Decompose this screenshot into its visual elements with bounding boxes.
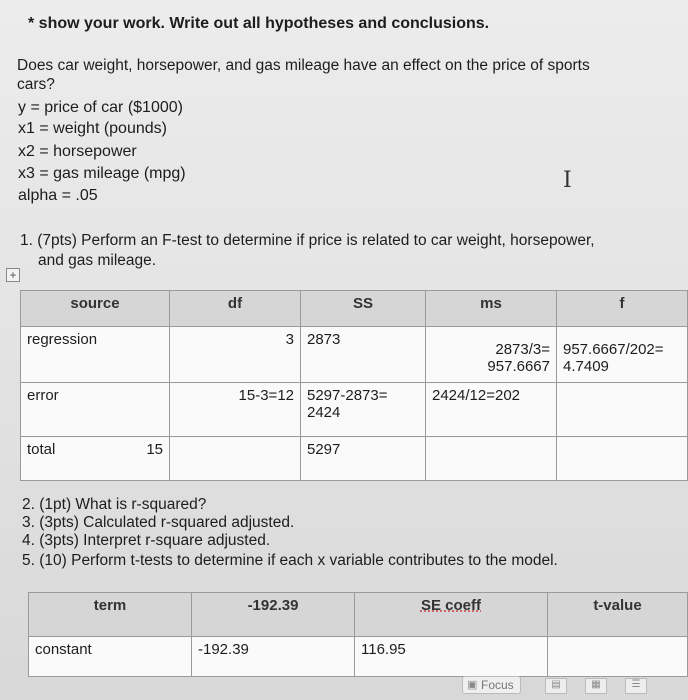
cell-t[interactable] xyxy=(548,637,688,677)
header-source: source xyxy=(21,291,170,327)
alpha-value: alpha = .05 xyxy=(18,187,98,204)
q4-text: 4. (3pts) Interpret r-square adjusted. xyxy=(22,532,271,549)
header-term: term xyxy=(29,593,192,637)
header-df: df xyxy=(170,291,301,327)
web-layout-icon[interactable]: ☰ xyxy=(625,678,647,694)
cell-f[interactable] xyxy=(557,383,688,437)
variable-x3: x3 = gas mileage (mpg) xyxy=(18,165,186,182)
anova-row-regression xyxy=(21,327,688,383)
coef-header-row xyxy=(29,593,688,637)
cell-f[interactable] xyxy=(557,327,688,383)
cell-se[interactable]: 116.95 xyxy=(355,637,548,677)
q2-text: 2. (1pt) What is r-squared? xyxy=(22,496,207,513)
cell-df[interactable]: 15-3=12 xyxy=(170,383,301,437)
variable-x2: x2 = horsepower xyxy=(18,143,137,160)
cell-ss[interactable]: 5297 xyxy=(301,437,426,481)
header-se-coeff: SE coeff xyxy=(355,593,548,637)
anova-row-total xyxy=(21,437,688,481)
question-text-line1: Does car weight, horsepower, and gas mileage have an effect on the price of sports xyxy=(17,57,590,74)
total-label: total xyxy=(27,441,56,458)
cell-source[interactable]: regression xyxy=(21,327,170,383)
header-t-value: t-value xyxy=(548,593,688,637)
cell-coef[interactable]: -192.39 xyxy=(192,637,355,677)
cell-ms[interactable] xyxy=(426,327,557,383)
coefficients-table xyxy=(28,592,688,677)
total-df: 15 xyxy=(146,441,163,458)
print-layout-icon[interactable]: ▦ xyxy=(585,678,607,694)
header-ss: SS xyxy=(301,291,426,327)
q5-text: 5. (10) Perform t-tests to determine if each x variable contributes to the model. xyxy=(22,552,558,569)
cell-term[interactable]: constant xyxy=(29,637,192,677)
read-mode-icon[interactable]: ▤ xyxy=(545,678,567,694)
cell-ms[interactable] xyxy=(426,437,557,481)
cell-source[interactable]: error xyxy=(21,383,170,437)
anova-table xyxy=(20,290,688,481)
coef-row-constant xyxy=(29,637,688,677)
ms-line1: 2873/3= xyxy=(495,341,550,358)
cell-df[interactable]: 3 xyxy=(170,327,301,383)
cell-f[interactable] xyxy=(557,437,688,481)
f-line2: 4.7409 xyxy=(563,358,609,375)
q3-text: 3. (3pts) Calculated r-squared adjusted. xyxy=(22,514,295,531)
cell-source[interactable] xyxy=(21,437,170,481)
header-f: f xyxy=(557,291,688,327)
anova-row-error xyxy=(21,383,688,437)
ms-line2: 957.6667 xyxy=(487,358,550,375)
cell-ss[interactable] xyxy=(301,383,426,437)
focus-mode-button[interactable]: ▣ Focus xyxy=(462,676,521,694)
table-move-handle-icon[interactable]: + xyxy=(6,268,20,282)
cell-ss[interactable]: 2873 xyxy=(301,327,426,383)
header-ms: ms xyxy=(426,291,557,327)
variable-y: y = price of car ($1000) xyxy=(18,99,183,116)
text-cursor-icon: I xyxy=(563,168,572,193)
ss-line1: 5297-2873= xyxy=(307,387,388,404)
q1-line2: and gas mileage. xyxy=(38,252,157,269)
header-coef: -192.39 xyxy=(192,593,355,637)
f-line1: 957.6667/202= xyxy=(563,341,664,358)
q1-line1: 1. (7pts) Perform an F-test to determine if price is related to car weight, horsepower, xyxy=(20,232,595,249)
cell-ms[interactable]: 2424/12=202 xyxy=(426,383,557,437)
question-text-line2: cars? xyxy=(17,76,55,93)
variable-x1: x1 = weight (pounds) xyxy=(18,120,167,137)
cell-df-empty[interactable] xyxy=(170,437,301,481)
instructions-heading: * show your work. Write out all hypotheses and conclusions. xyxy=(28,15,490,32)
ss-line2: 2424 xyxy=(307,404,341,421)
anova-header-row xyxy=(21,291,688,327)
